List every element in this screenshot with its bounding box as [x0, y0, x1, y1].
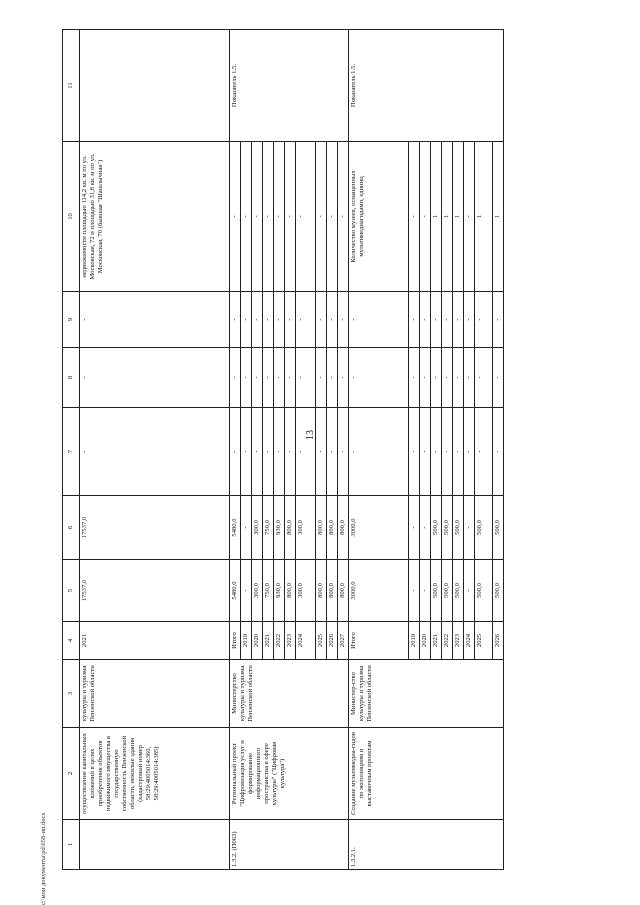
cell-measure: осуществление капитальных вложений в целях приобретения объектов недвижимого имущества в государственную собственность Пензенской области, нежилые здания (кадастровый номер 58:29:4005014:360, 58:29:4005014:385) [80, 728, 230, 820]
cell-year: 2027 [338, 622, 349, 660]
cell-local: - [475, 348, 493, 408]
cell-local: - [316, 348, 327, 408]
cell-regional: 500,0 [431, 496, 442, 560]
cell-executor: Министерство культуры и туризма Пензенской области [230, 660, 349, 728]
cell-other: - [409, 292, 420, 348]
cell-measure: Создание мультимедиа-гидов по экспозициям и выставочным проектам [349, 728, 504, 820]
cell-year: Итого [230, 622, 241, 660]
cell-federal: - [338, 408, 349, 496]
cell-year: 2020 [420, 622, 431, 660]
cell-local: - [420, 348, 431, 408]
cell-federal: - [241, 408, 252, 496]
program-table [62, 29, 504, 870]
cell-indicator: Показатель 1.5. [230, 30, 349, 142]
cell-result: - [327, 142, 338, 292]
cell-num: 1.3.2. (П063) [230, 820, 349, 870]
cell-result: 1 [453, 142, 464, 292]
cell-other: - [80, 292, 230, 348]
cell-other: - [241, 292, 252, 348]
cell-federal: - [431, 408, 442, 496]
cell-year: 2024 [296, 622, 316, 660]
cell-other: - [285, 292, 296, 348]
cell-regional: 930,0 [274, 496, 285, 560]
cell-regional: 800,0 [327, 496, 338, 560]
footer-file-path: c:\мои документы\pd\658-ип.docx [40, 812, 47, 905]
cell-other: - [296, 292, 316, 348]
cell-measure: Региональный проект "Цифровизация услуг и формирование информационного пространства в сфере культуры" ("Цифровая культура") [230, 728, 349, 820]
cell-other: - [274, 292, 285, 348]
cell-result: - [263, 142, 274, 292]
cell-year: Итого [349, 622, 409, 660]
cell-total: 800,0 [316, 560, 327, 622]
cell-regional: - [409, 496, 420, 560]
cell-result: - [420, 142, 431, 292]
cell-result: 1 [442, 142, 453, 292]
cell-year: 2021 [263, 622, 274, 660]
table-row [230, 30, 241, 870]
cell-other: - [442, 292, 453, 348]
cell-local: - [263, 348, 274, 408]
cell-total: 930,0 [274, 560, 285, 622]
cell-total: 500,0 [475, 560, 493, 622]
cell-year: 2021 [80, 622, 230, 660]
cell-federal: - [263, 408, 274, 496]
cell-other: - [464, 292, 475, 348]
cell-local: - [349, 348, 409, 408]
cell-regional: 500,0 [475, 496, 493, 560]
cell-regional: 500,0 [442, 496, 453, 560]
cell-other: - [338, 292, 349, 348]
cell-executor: культуры и туризма Пензенской области [80, 660, 230, 728]
column-number-row [63, 30, 80, 870]
cell-regional: 5480,0 [230, 496, 241, 560]
cell-other: - [431, 292, 442, 348]
cell-federal: - [464, 408, 475, 496]
cell-total: 3000,0 [349, 560, 409, 622]
cell-year: 2026 [327, 622, 338, 660]
cell-regional: 500,0 [453, 496, 464, 560]
cell-year: 2020 [252, 622, 263, 660]
cell-federal: - [230, 408, 241, 496]
cell-indicator: Показатель 1.5. [349, 30, 504, 142]
col-num: 11 [63, 30, 80, 142]
cell-regional: 800,0 [316, 496, 327, 560]
cell-local: - [327, 348, 338, 408]
cell-result: - [274, 142, 285, 292]
cell-total: 17537,0 [80, 560, 230, 622]
cell-other: - [316, 292, 327, 348]
cell-regional: 500,0 [493, 496, 504, 560]
cell-other: - [230, 292, 241, 348]
cell-other: - [453, 292, 464, 348]
cell-total: 500,0 [442, 560, 453, 622]
cell-indicator [80, 30, 230, 142]
col-num: 10 [63, 142, 80, 292]
cell-local: - [230, 348, 241, 408]
cell-federal: - [475, 408, 493, 496]
cell-total: 500,0 [431, 560, 442, 622]
cell-total: 800,0 [338, 560, 349, 622]
col-num: 5 [63, 560, 80, 622]
cell-federal: - [493, 408, 504, 496]
cell-regional: - [420, 496, 431, 560]
cell-federal: - [453, 408, 464, 496]
cell-other: - [475, 292, 493, 348]
cell-year: 2024 [464, 622, 475, 660]
cell-year: 2025 [475, 622, 493, 660]
cell-regional: - [241, 496, 252, 560]
cell-federal: - [409, 408, 420, 496]
cell-other: - [327, 292, 338, 348]
cell-federal: - [316, 408, 327, 496]
cell-total: 750,0 [263, 560, 274, 622]
cell-regional: - [464, 496, 475, 560]
cell-year: 2022 [442, 622, 453, 660]
cell-other: - [420, 292, 431, 348]
cell-year: 2022 [274, 622, 285, 660]
cell-local: - [296, 348, 316, 408]
cell-other: - [263, 292, 274, 348]
cell-num: 1.3.2.1. [349, 820, 504, 870]
cell-total: - [420, 560, 431, 622]
cell-local: - [80, 348, 230, 408]
col-num: 9 [63, 292, 80, 348]
col-num: 4 [63, 622, 80, 660]
cell-total: 800,0 [285, 560, 296, 622]
cell-federal: - [285, 408, 296, 496]
cell-total: 300,0 [252, 560, 263, 622]
cell-year: 2023 [453, 622, 464, 660]
cell-other: - [349, 292, 409, 348]
cell-result: - [230, 142, 241, 292]
cell-federal: - [327, 408, 338, 496]
rotated-table-container [62, 30, 632, 870]
cell-federal: - [296, 408, 316, 496]
cell-local: - [453, 348, 464, 408]
cell-year: 2025 [316, 622, 327, 660]
cell-year: 2019 [409, 622, 420, 660]
cell-year: 2026 [493, 622, 504, 660]
cell-result: - [338, 142, 349, 292]
cell-local: - [338, 348, 349, 408]
cell-result: недвижимости площадью 114,2 кв. м по ул. Московская, 72 и площадью 31,8 кв. м по ул. Московская, 70 (бывшая "Шашлычная") [80, 142, 230, 292]
col-num: 7 [63, 408, 80, 496]
cell-year: 2019 [241, 622, 252, 660]
cell-federal: - [442, 408, 453, 496]
cell-regional: 800,0 [338, 496, 349, 560]
col-num: 8 [63, 348, 80, 408]
cell-other: - [252, 292, 263, 348]
cell-result: - [285, 142, 296, 292]
cell-total: - [464, 560, 475, 622]
col-num: 2 [63, 728, 80, 820]
cell-total: 5480,0 [230, 560, 241, 622]
cell-total: 500,0 [453, 560, 464, 622]
cell-local: - [409, 348, 420, 408]
cell-local: - [431, 348, 442, 408]
cell-local: - [442, 348, 453, 408]
cell-total: - [241, 560, 252, 622]
cell-result: 1 [493, 142, 504, 292]
cell-result: - [241, 142, 252, 292]
cell-local: - [493, 348, 504, 408]
col-num: 6 [63, 496, 80, 560]
cell-total: 500,0 [493, 560, 504, 622]
cell-result: - [316, 142, 327, 292]
cell-regional: 750,0 [263, 496, 274, 560]
cell-federal: - [349, 408, 409, 496]
cell-regional: 17537,0 [80, 496, 230, 560]
cell-year: 2023 [285, 622, 296, 660]
cell-regional: 300,0 [296, 496, 316, 560]
cell-local: - [241, 348, 252, 408]
page-number: 13 [305, 430, 316, 440]
cell-regional: 300,0 [252, 496, 263, 560]
cell-num [80, 820, 230, 870]
cell-federal: - [420, 408, 431, 496]
table-row [349, 30, 409, 870]
cell-other: - [493, 292, 504, 348]
cell-result: Количество музеев, оснащенных мультимедиагидами, единиц [349, 142, 409, 292]
cell-result: 1 [475, 142, 493, 292]
cell-local: - [464, 348, 475, 408]
cell-federal: - [252, 408, 263, 496]
cell-total: 300,0 [296, 560, 316, 622]
cell-federal: - [80, 408, 230, 496]
cell-result: - [296, 142, 316, 292]
cell-total: 800,0 [327, 560, 338, 622]
col-num: 1 [63, 820, 80, 870]
cell-executor: Министер-ство культуры и туризма Пензенской области [349, 660, 504, 728]
cell-regional: 3000,0 [349, 496, 409, 560]
table-row [80, 30, 230, 870]
cell-year: 2021 [431, 622, 442, 660]
col-num: 3 [63, 660, 80, 728]
cell-result: - [464, 142, 475, 292]
cell-result: - [409, 142, 420, 292]
cell-result: - [252, 142, 263, 292]
cell-local: - [252, 348, 263, 408]
cell-federal: - [274, 408, 285, 496]
cell-result: 1 [431, 142, 442, 292]
cell-local: - [274, 348, 285, 408]
cell-total: - [409, 560, 420, 622]
cell-local: - [285, 348, 296, 408]
cell-regional: 800,0 [285, 496, 296, 560]
